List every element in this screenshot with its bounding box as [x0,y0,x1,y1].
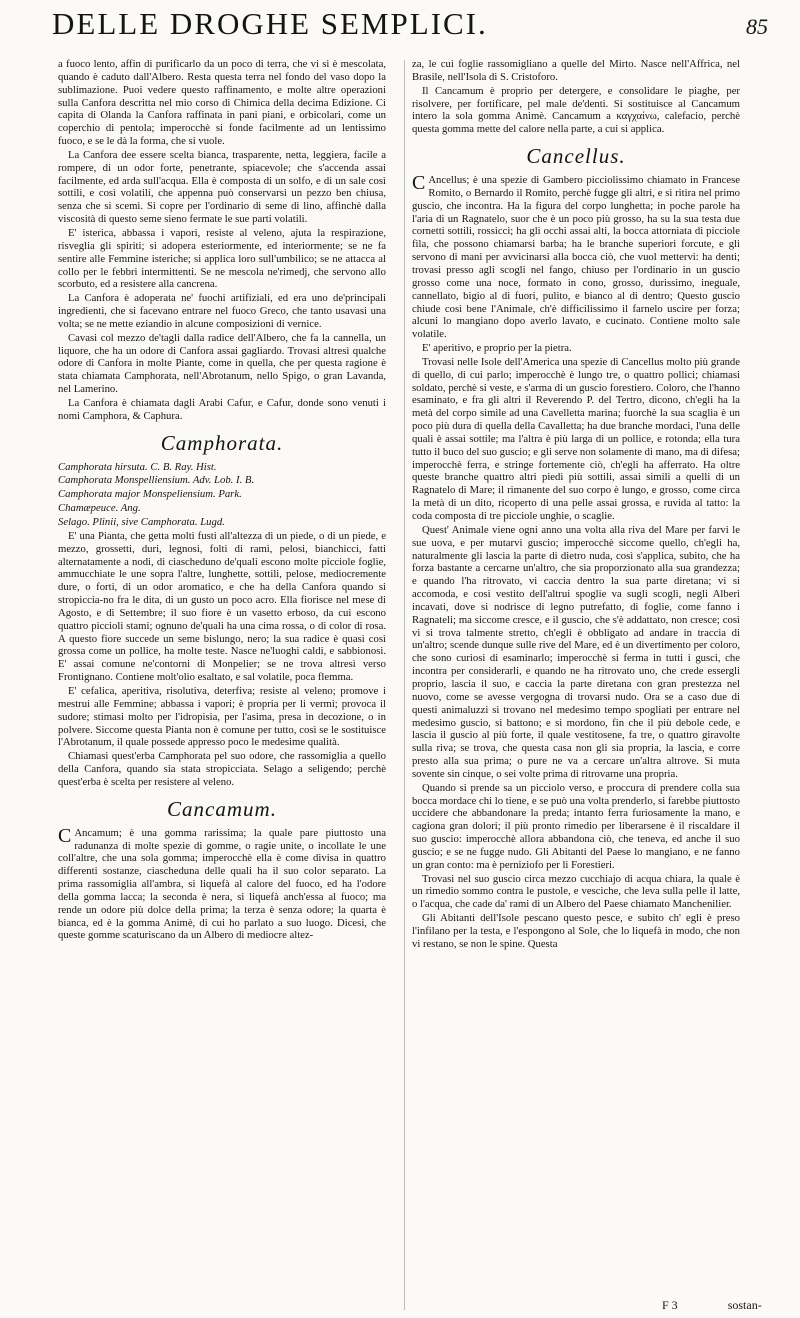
page-footer [662,1298,762,1313]
paragraph-cancellus-virtue: E' aperitivo, e proprio per la pietra. [422,342,572,355]
paragraph-cancellus-text: Ancellus; è una spezie di Gambero picciolissimo chiamato in Francese Romito, o Bernardo il Romito, perchè fugge gli altri, e si ritira nel primo guscio, che incontra. Ha la figura del corpo lunghetta; in poche parole ha l'aria di un Ragnatelo, suor che è un poco più grosso, ha su la sua testa due cornetti sottili, rossicci; ha gli occhi assai alti, la bocca attorniata di picciole fila, che possono chiamarsi barba; ha le branche superiori forcute, e gli servono di mani per avvicinarsi alla bocca ciò, che vuol mettervi: ha denti; trovasi presso agli scogli nel fango, chiuso per l'ordinario in un guscio grosso come una noce, formato in cono, grosso, durissimo, ineguale, cannellato, bigio al di fuori, pulito, e bianco al di dentro; Questo guscio chiude così bene l'Animale, ch'è difficilissimo il farnelo uscire per forza; alcuni lo mangiano dopo averlo lavato, e cucinato. Contiene molto sale volatile. [412,174,740,341]
paragraph-camphorata-virtues: E' cefalica, aperitiva, risolutiva, deterfiva; resiste al veleno; promove i mestrui alle Femmine; abbassa i vapori; è propria per li vermi; provoca il sudore; stimasi molto per l'idropisia, per l'asima, presa in decozione, o in polvere. Siccome questa Pianta non è comune per tutto, così se le sostituisce l'Abrotanum, il quale possede appresso poco le medesime qualità. [58,684,386,749]
paragraph-cancellus [412,174,740,341]
paragraph-arabic-names: La Canfora è chiamata dagli Arabi Cafur, e Cafur, donde sono venuti i nomi Camphora, & Caphura. [58,396,386,422]
paragraph-oil-extraction: Gli Abitanti dell'Isole pescano questo pesce, e subito ch' egli è preso l'infilano per la testa, e l'espongono al Sole, che lo liquefà in modo, che non vi restano, se non le spine. Questa [412,912,740,950]
section-title-cancellus: Cancellus. [526,144,626,169]
paragraph-description: La Canfora dee essere scelta bianca, trasparente, netta, leggiera, facile a rompere, di un odor forte, penetrante, spiacevole; che s'accenda assai facilmente, ed arda sull'acqua. Ella è composta di un solfo, e di un sale così sottili, e così volatili, che appenna può conservarsi un pezzo ben chiusa, senza che si scemi. Si copre per l'ordinario di seme di lino, affinchè dalla viscosità di questo seme sieno fermate le sue parti volatili. [58,148,386,226]
synonym-item: Camphorata hirsuta. C. B. Ray. Hist. [58,460,217,473]
section-title-cancamum: Cancamum. [167,796,277,821]
drop-cap: C [412,172,426,195]
synonym-item: Camphorata major Monspeliensium. Park. [58,488,242,501]
page-header [52,6,768,42]
catchword: sostan- [727,1298,762,1312]
page-number: 85 [746,14,768,39]
drop-cap: C [58,824,72,847]
running-title: DELLE DROGHE SEMPLICI. [52,6,488,41]
synonym-list [58,461,386,529]
paragraph-cancamum [58,824,386,943]
paragraph-cancamum-uses: Il Cancamum è proprio per detergere, e consolidare le piaghe, per risolvere, per fortificare, pel male de'denti. Si sostituisce al Cancamum intero la sola gomma Animè. Cancamum a καγχαίνω, calefacio, perchè questa gomma mette del calore nella parte, a cui si applica. [412,84,740,136]
synonym-item: Chamæpeuce. Ang. [58,502,141,515]
paragraph-shell-change: Quest' Animale viene ogni anno una volta alla riva del Mare per farvi le sue uova, e per mutarvi guscio; imperocchè siccome quello, ch'egli ha, naturalmente gli lascia la parte di dietro nuda, così s'applica, subito, che ha forza bastante a cercarne un'altro, che sia proporzionato alla sua grandezza; e quando l'ha ritrovato, vi caccia dentro la sua parte diretana; vi si accomoda, e così vestito dell'altrui spoglie va sugli scogli, negli Alberi incavati, dove si nodrisce di legno putrefatto, di foglie, come fanno i Ragnateli; ma siccome cresce, e il guscio, che s'è addattato, non cresce; così vi si trova talmente stretto, ch'egli è obbligato ad andare in traccia di un'altro; scende dunque sulle rive del Mare, ed è un divertimento per coloro, che sono curiosi di esaminarlo; imperocchè si ferma in tutti i gusci, che incontra per considerarli, e quando ne ha ritrovato uno, che crede essergli proprio, lascia il suo, e caccia la parte diretana con gran prestezza nel nuovo, come se avesse vergogna di trovarsi nudo. Ora se a caso due di questi animaluzzi si trovano nel medesimo tempo spogliati per entrare nel medesimo guscio, si battono; e si mordono, fin che il più debole cede, e lascia il guscio al più forte, il quale vestitosene, fa tre, o quattro giravolte sulla riva; se trova, che questa casa non gli sia propria, la lascia, e corre presto alla sua prima; o pure ne va a cercare un'altra altrove. Si muta sovente sin cinque, o sei volte prima di ritrovarne una propria. [412,523,740,780]
section-title-camphorata: Camphorata. [160,430,284,455]
paragraph-camphorata-etymology: Chiamasi quest'erba Camphorata pel suo odore, che rassomiglia a quello della Canfora, quando sia stata stropicciata. Selago a seligendo; perchè quest'erba è scelta per resistere al veleno. [58,750,386,788]
right-column [412,58,740,952]
paragraph-american-soldier-crab: Trovasi nelle Isole dell'America una spezie di Cancellus molto più grande di quello, di cui parlo; imperocchè è lungo tre, o quattro pollici; chiamasi soldato, perchè si veste, e s'arma di un guscio forestiero. Coloro, che l'hanno esaminato, e fra gli altri il Reverendo P. del Tertro, dicono, ch'egli ha la metà del corpo simile ad una Cavelletta marina; fuorchè la sua scaglia è un poco più dura di quella della Cavalletta; ha due branche mordaci, l'una delle quali è assai sottile; ma l'altra è più larga di un pollice, e rotonda; ella tura tutto il buco del suo guscio; e gli serve non solamente di mano, ma di difesa; imperocchè ferra, e stringe fortemente ciò, ch'egli ha afferrato. Ha oltre queste branche quattro altri piedi più sottili, assai simili a quelli di un Ragnatelo di Mare; il rimanente del suo corpo è lungo, e grosso, come circa la metà di un dito, ricoperto di una pelle assai grossa, e ruvida al tatto: la coda composta di tre picciole unghie, o scaglie. [412,355,740,522]
paragraph-camphorata-description: E' una Pianta, che getta molti fusti all'altezza di un piede, o di un piede, e mezzo, grossetti, duri, legnosi, folti di rami, pelosi, bianchicci, fatti alternatamente a nodi, di ciascheduno de'quali escono molte picciole foglie, ammucchiate le une sopra l'altre, lunghette, sottili, pelose, mediocremente dure, o forti, di un odor aromatico, e che ha della Canfora quando si stropiccia-no fra le dita, di un gusto un poco acro. Ella fiorisce nel mese di Agosto, e di Settembre; il suo fiore è un vasetto erboso, da cui escono quattro piccioli stami; ognuno de'quali ha una cima rossa, o di color di rosa. A questo fiore succede un seme bislungo, nero; la sua radice è quasi così grossa come un pollice, ha molte teste. Nasce ne'luoghi caldi, e sabbionosi. E' assai comune ne'contorni di Monpelier; se ne trova altresì verso Frontignano. Contiene molt'olio esaltato, e sal volatile, poca flemma. [58,529,386,684]
paragraph-shell-water: Trovasi nel suo guscio circa mezzo cucchiajo di acqua chiara, la quale è un rimedio sommo contra le pustole, e vesciche, che leva sulla pelle il latte, o l'acqua, che cade da' rami di un Albero del Paese chiamato Manchenilier. [412,872,740,911]
paragraph-refining: a fuoco lento, affin di purificarlo da un poco di terra, che vi si è mescolata, quando è caduto dall'Albero. Resta questa terra nel fondo del vaso dopo la sublimazione. Puoi vedere questo raffinamento, e molte altre operazioni sulla Canfora descritta nel mio corso di Chimica della decima Edizione. Ci capita di Olanda la Canfora raffinata in pani piani, e orbicolari, come un coperchio di pentola; imperocchè si fonde facilmente ad un lentissimo fuoco, e se le dà la forma, che si vuole. [58,58,386,148]
signature-mark: F 3 [662,1298,678,1312]
column-divider [404,60,405,1310]
paragraph-cancamum-text: Ancamum; è una gomma rarissima; la quale pare piuttosto una radunanza di molte spezie di gomme, o ragie unite, o incollate le une coll'altre, che una sola gomma; imperocchè ella è come divisa in quattro differenti sostanze, ciascheduna delle quali ha il suo color separato. La prima rassomiglia all'ambra, si liquefà al calore del fuoco, ed ha l'odore della gomma lacca; la seconda è nera, si liquefà anch'essa al fuoco; ma rende un odore più dolce della prima; la terza è senza odore; la quarta è bianca, ed è la gomma Animè, di cui ho parlato a suo luogo. Dicesi, che queste gomme scaturiscano da un Albero di mediocre altez- [58,826,386,942]
left-column [58,58,386,943]
synonym-item: Camphorata Monspelliensium. Adv. Lob. I. B. [58,474,255,487]
synonym-item: Selago. Plinii, sive Camphorata. Lugd. [58,516,225,528]
paragraph-roots: Cavasi col mezzo de'tagli dalla radice dell'Albero, che fa la cannella, un liquore, che ha un odore di Canfora assai gagliardo. Trovasi altresì qualche odore di Canfora in molte Piante, come in quella, che per questa ragione è stata chiamata Camphorata, nell'Abrotanum, nello Spigo, o gran Lavanda, nel Lamerino. [58,331,386,396]
paragraph-bite-remedy: Quando si prende sa un picciolo verso, e proccura di prendere colla sua bocca mordace chi lo tiene, e se può una volta prenderlo, si farebbe piuttosto uccidere che abbandonare la preda; intanto ferra furiosamente la mano, e cagiona gran dolori; il più pronto rimedio per liberarsene è il riscaldare il suo guscio: imperocchè allora abbandona ciò, che teneva, ed anche il suo guscio; e se ne fugge nudo. Gli Abitanti del Paese lo mangiano, e ne fanno un gran conto: ma è perniziofo per li Forestieri. [412,781,740,871]
paragraph-fireworks: La Canfora è adoperata ne' fuochi artifiziali, ed era uno de'principali ingredienti, che si facevano entrare nel fuoco Greco, che tanto usavasi una volta; se ne mette eziandio in alcune composizioni di vernice. [58,292,386,330]
paragraph-cancamum-continued: za, le cui foglie rassomigliano a quelle del Mirto. Nasce nell'Affrica, nel Brasile, nell'Isola di S. Cristoforo. [412,58,740,83]
paragraph-uses: E' isterica, abbassa i vapori, resiste al veleno, ajuta la respirazione, risveglia gli spiriti; si adopera esteriormente, ed interiormente; se ne fa sentire alle Femmine isteriche; si applica loro sull'umbilico; se ne attacca al collo per le febbri intermittenti. Se ne mescola ne'rimedj, che servono allo scorbuto, ed a resistere alla cancrena. [58,226,386,291]
